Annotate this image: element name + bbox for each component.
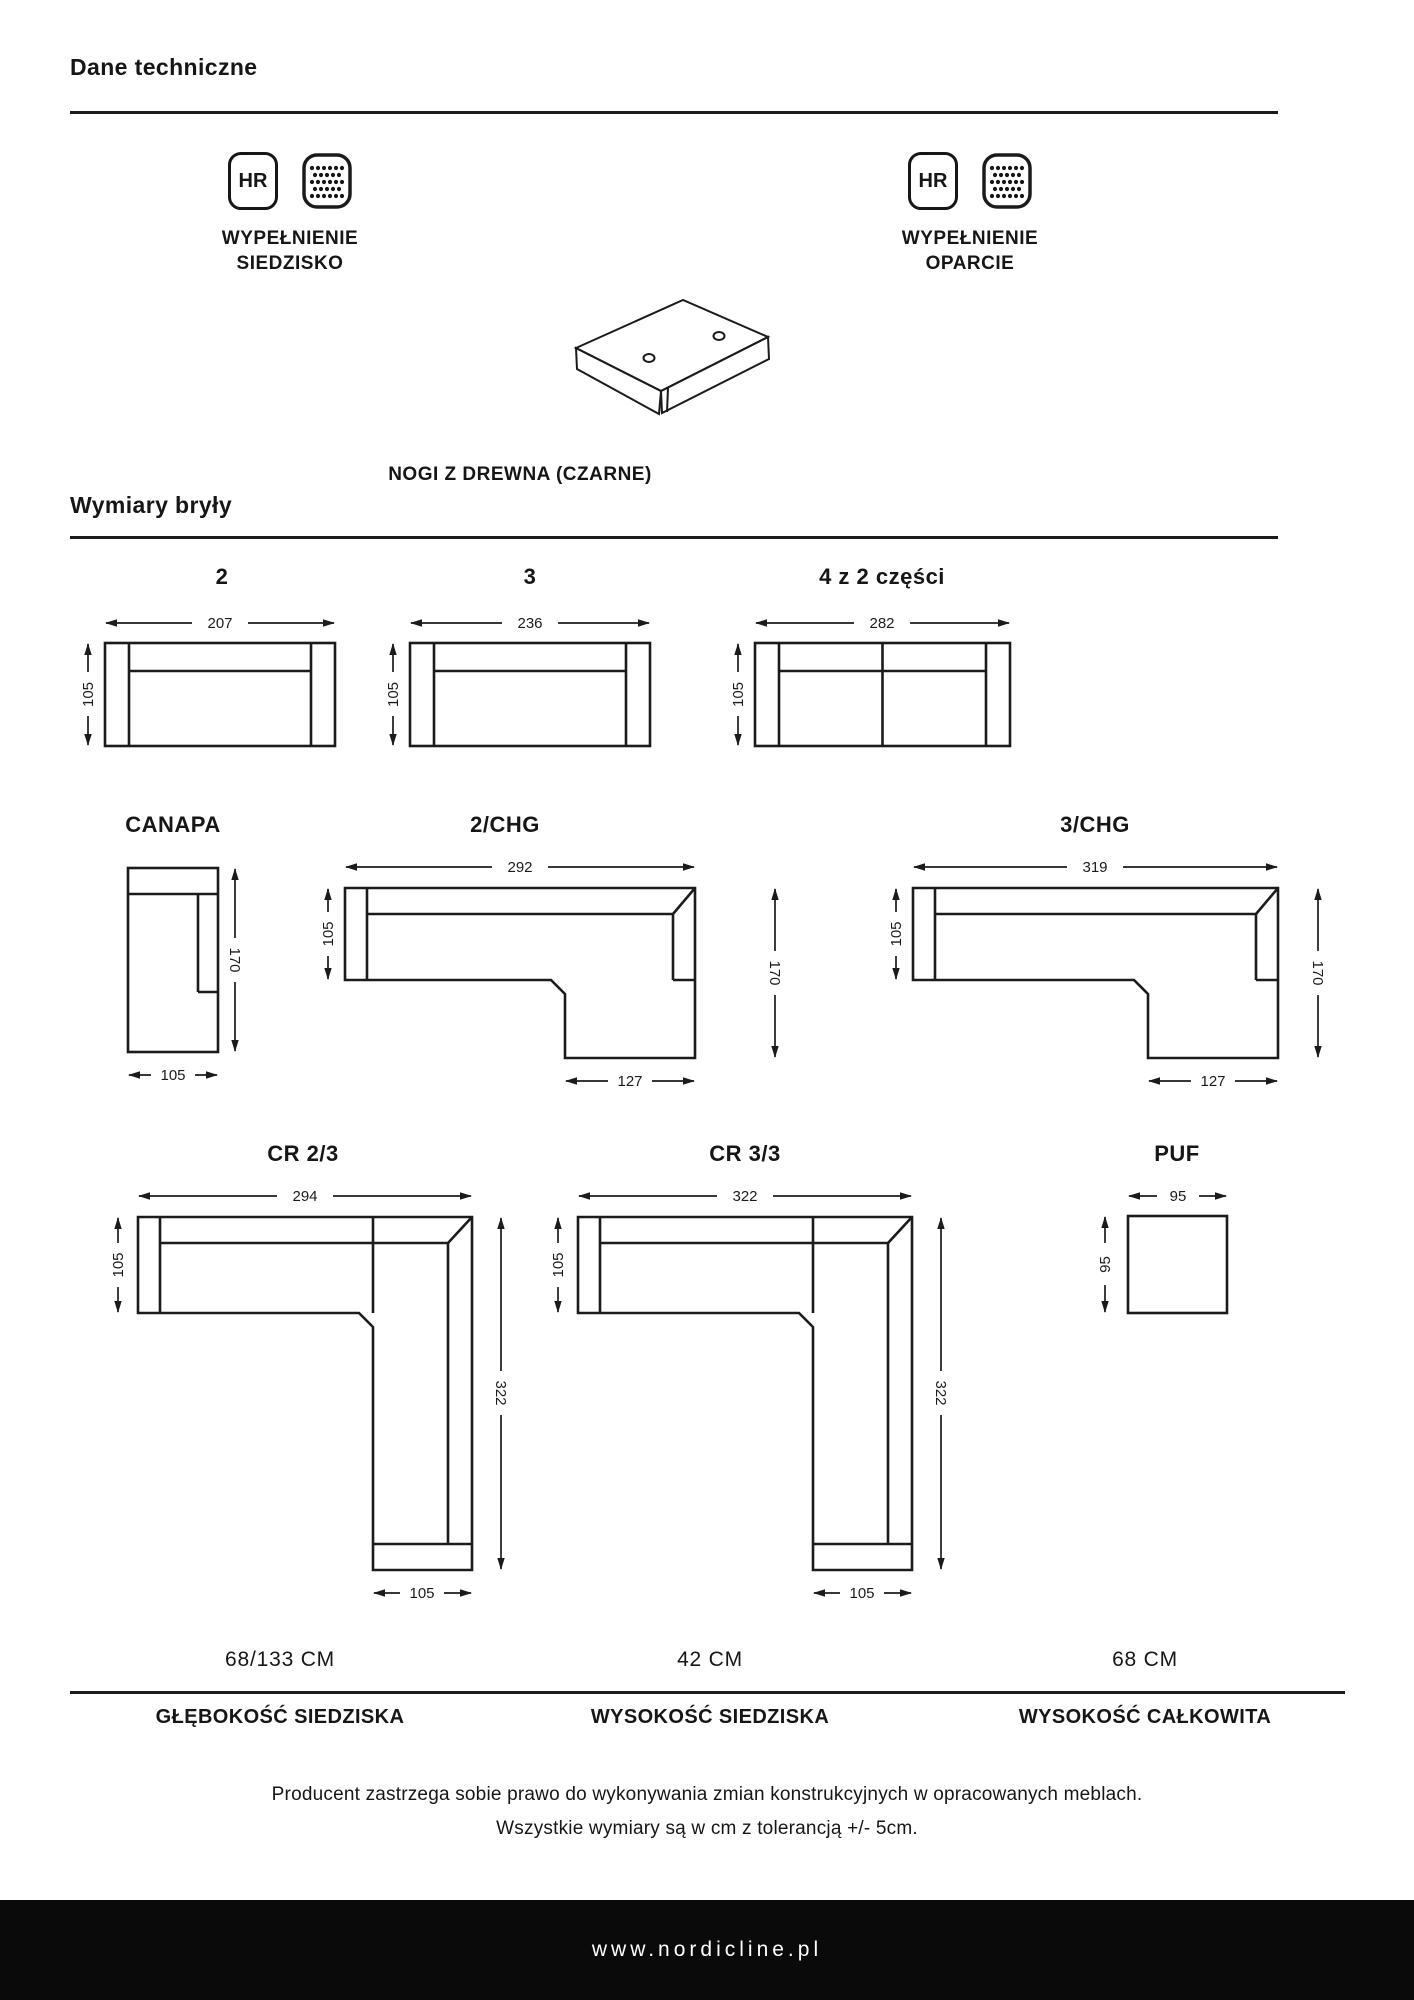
dim-chaise: 127	[1200, 1073, 1226, 1090]
stats-rule	[70, 1691, 1345, 1694]
stat-value-seat-depth: 68/133 CM	[225, 1648, 335, 1671]
dim-width: 292	[507, 859, 533, 876]
diagram-title-chg3: 3/CHG	[1060, 812, 1130, 837]
diagram-title-canapa: CANAPA	[125, 812, 221, 837]
perforated-foam-icon	[302, 153, 352, 209]
diagram-canapa	[78, 848, 268, 1098]
dim-width: 236	[517, 615, 543, 632]
dim-depth: 105	[320, 921, 337, 947]
dim-depth: 105	[888, 921, 905, 947]
diagram-sofa3	[368, 608, 688, 778]
dim-arm: 105	[409, 1585, 435, 1602]
dim-depth: 105	[385, 681, 402, 708]
diagram-cr23	[80, 1163, 540, 1613]
dim-width: 319	[1082, 859, 1108, 876]
diagram-sofa4	[705, 608, 1045, 778]
hr-badge-label: HR	[918, 169, 948, 192]
dim-width: 207	[207, 615, 233, 632]
wooden-leg-drawing	[570, 280, 775, 440]
dim-height: 170	[766, 960, 783, 986]
page-title: Dane techniczne	[70, 54, 258, 80]
diagram-title-sofa2: 2	[215, 564, 229, 589]
footer-bar	[0, 1900, 1414, 2000]
dim-height: 170	[226, 947, 243, 973]
stat-value-total-height: 68 CM	[1112, 1648, 1178, 1671]
diagram-chg2	[300, 843, 800, 1093]
dim-width: 294	[292, 1188, 318, 1205]
perforated-foam-icon	[982, 153, 1032, 209]
dim-depth: 105	[110, 1252, 127, 1278]
dim-chaise: 127	[617, 1073, 643, 1090]
diagram-chg3	[868, 843, 1373, 1093]
header-rule	[70, 111, 1278, 114]
dim-depth: 95	[1097, 1256, 1114, 1273]
filling-back-label: WYPEŁNIENIE OPARCIE	[901, 228, 1039, 274]
disclaimer-line2: Wszystkie wymiary są w cm z tolerancją +/- 5cm.	[496, 1818, 918, 1839]
stat-value-seat-height: 42 CM	[677, 1648, 743, 1671]
filling-back-icons	[908, 152, 1032, 210]
dim-width: 282	[869, 615, 895, 632]
dim-width: 322	[732, 1188, 758, 1205]
legs-label: NOGI Z DREWNA (CZARNE)	[388, 464, 652, 485]
diagram-puf	[1058, 1163, 1298, 1383]
diagram-title-puf: PUF	[1154, 1141, 1200, 1166]
diagram-title-cr33: CR 3/3	[709, 1141, 781, 1166]
disclaimer-line1: Producent zastrzega sobie prawo do wykonywania zmian konstrukcyjnych w opracowanych meblach.	[271, 1784, 1143, 1805]
dim-depth: 105	[730, 681, 747, 708]
dim-depth: 105	[80, 681, 97, 708]
dim-depth: 105	[550, 1252, 567, 1278]
diagram-title-cr23: CR 2/3	[267, 1141, 339, 1166]
dim-width: 105	[160, 1067, 186, 1084]
dimensions-section-title: Wymiary bryły	[70, 492, 233, 518]
filling-seat-label: WYPEŁNIENIE SIEDZISKO	[221, 228, 359, 274]
diagram-title-sofa4: 4 z 2 części	[819, 564, 945, 589]
stat-label-seat-depth: GŁĘBOKOŚĆ SIEDZISKA	[155, 1706, 405, 1728]
filling-seat-group	[180, 152, 400, 276]
hr-badge-label: HR	[238, 169, 268, 192]
stat-label-seat-height: WYSOKOŚĆ SIEDZISKA	[590, 1706, 830, 1728]
stat-label-total-height: WYSOKOŚĆ CAŁKOWITA	[1018, 1706, 1272, 1728]
dim-width: 95	[1169, 1188, 1187, 1205]
hr-foam-icon	[908, 152, 958, 210]
filling-back-group	[860, 152, 1080, 276]
dim-height: 322	[932, 1380, 949, 1406]
dim-height: 322	[492, 1380, 509, 1406]
diagram-sofa2	[60, 608, 370, 778]
filling-seat-icons	[228, 152, 352, 210]
diagram-title-chg2: 2/CHG	[470, 812, 540, 837]
dimensions-rule	[70, 536, 1278, 539]
dim-arm: 105	[849, 1585, 875, 1602]
footer-url[interactable]: www.nordicline.pl	[591, 1938, 823, 1961]
diagram-cr33	[520, 1163, 980, 1613]
hr-foam-icon	[228, 152, 278, 210]
dim-height: 170	[1309, 960, 1326, 986]
diagram-title-sofa3: 3	[523, 564, 537, 589]
